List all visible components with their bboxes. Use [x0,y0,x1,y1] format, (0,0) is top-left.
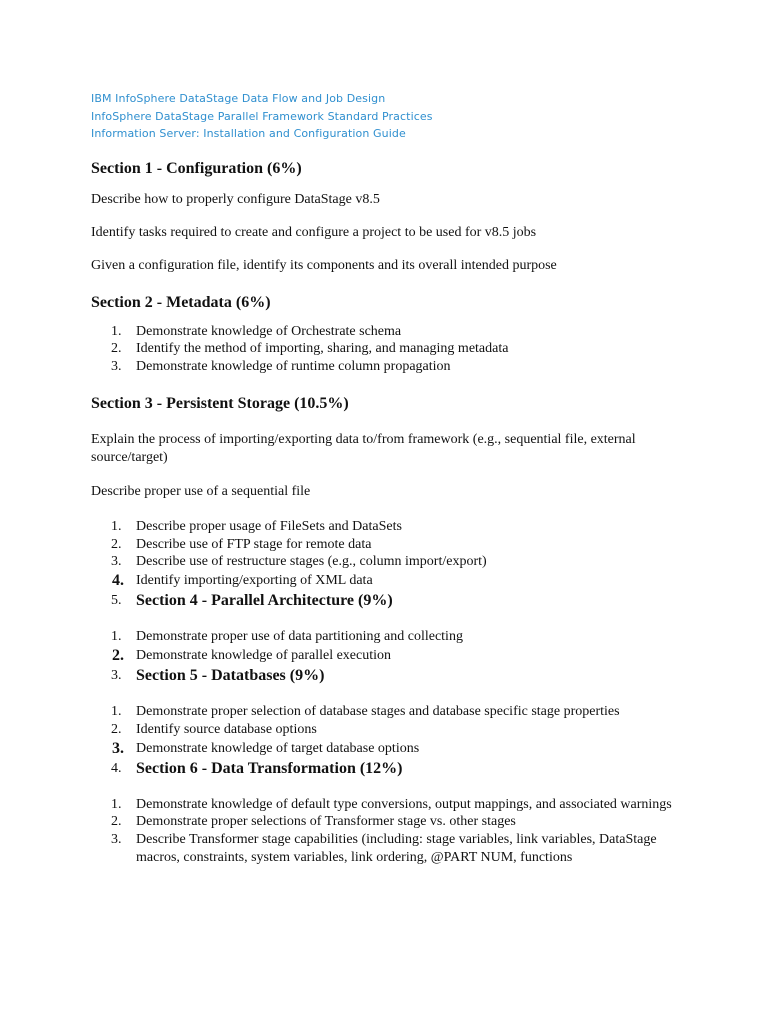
list-item [91,703,691,721]
list-item [91,591,691,612]
list-item [91,739,691,759]
section-2-list [91,323,691,376]
list-item-number: 3. [111,668,122,684]
list-item [91,323,691,341]
list-item-number: 5. [111,593,122,609]
section-1-paragraph: Given a configuration file, identify its components and its overall intended purpose [91,257,557,273]
list-item-number: 1. [111,518,122,534]
list-item-number: 2. [111,341,122,357]
list-item [91,831,691,867]
list-item [91,813,691,831]
list-item-number: 1. [111,629,122,645]
section-1-heading: Section 1 - Configuration (6%) [91,159,302,177]
list-item [91,646,691,666]
document-page [91,90,691,867]
reference-line: IBM InfoSphere DataStage Data Flow and Job Design [91,92,386,105]
list-item [91,536,691,554]
list-item [91,759,691,780]
list-item-number: 2. [111,814,122,830]
list-item [91,571,691,591]
list-item-number: 1. [111,796,122,812]
list-item-number: 3. [112,739,124,757]
list-item [91,340,691,358]
list-item-number: 4. [112,572,124,590]
list-item-text: Demonstrate proper use of data partitioning and collecting [136,629,463,645]
section-1-paragraph: Identify tasks required to create and configure a project to be used for v8.5 jobs [91,224,537,240]
list-item-text: Identify importing/exporting of XML data [136,573,373,589]
reference-list [91,90,691,143]
list-item-text: Demonstrate knowledge of runtime column propagation [136,359,451,375]
list-item-number: 1. [111,704,122,720]
list-item-text: Demonstrate knowledge of parallel execution [136,648,392,664]
list-item [91,358,691,376]
section-1-paragraph: Describe how to properly configure DataStage v8.5 [91,191,380,207]
section-3-heading: Section 3 - Persistent Storage (10.5%) [91,394,349,412]
section-2-heading: Section 2 - Metadata (6%) [91,293,271,311]
reference-line: Information Server: Installation and Configuration Guide [91,127,406,140]
list-item-number: 2. [112,647,124,665]
list-item-text: Describe proper usage of FileSets and DataSets [136,518,402,534]
list-item [91,628,691,646]
list-item [91,518,691,536]
section-6-list [91,796,691,867]
section-3-paragraph: Explain the process of importing/exporting data to/from framework (e.g., sequential file, external source/target) [91,431,636,465]
list-item-number: 3. [111,359,122,375]
list-item-text: Describe use of FTP stage for remote data [136,536,372,552]
section-3-paragraph: Describe proper use of a sequential file [91,483,311,499]
list-item-text: Demonstrate knowledge of default type conversions, output mappings, and associated warnings [136,796,672,812]
list-item [91,553,691,571]
list-item-text: Describe use of restructure stages (e.g., column import/export) [136,554,487,570]
section-3-list [91,518,691,612]
list-item-text: Demonstrate knowledge of target database options [136,740,420,756]
list-item [91,796,691,814]
list-item-number: 3. [111,554,122,570]
section-6-heading: Section 6 - Data Transformation (12%) [136,759,403,777]
list-item-number: 1. [111,323,122,339]
list-item-text: Demonstrate proper selection of database stages and database specific stage properties [136,704,620,720]
list-item-number: 4. [111,760,122,776]
list-item [91,666,691,687]
list-item-text: Identify the method of importing, sharing, and managing metadata [136,341,509,357]
list-item-text: Describe Transformer stage capabilities (including: stage variables, link variables, DataStage macros, constraints, system variables, link ordering, @PART NUM, functions [136,832,657,866]
list-item-text: Demonstrate proper selections of Transformer stage vs. other stages [136,814,516,830]
reference-line: InfoSphere DataStage Parallel Framework Standard Practices [91,109,433,123]
list-item-number: 2. [111,721,122,737]
list-item-text: Demonstrate knowledge of Orchestrate schema [136,323,402,339]
list-item [91,721,691,739]
section-4-heading: Section 4 - Parallel Architecture (9%) [136,592,393,610]
section-5-heading: Section 5 - Datatbases (9%) [136,667,325,685]
section-4-list [91,628,691,687]
section-5-list [91,703,691,780]
list-item-number: 2. [111,536,122,552]
list-item-number: 3. [111,832,122,848]
list-item-text: Identify source database options [136,721,317,737]
